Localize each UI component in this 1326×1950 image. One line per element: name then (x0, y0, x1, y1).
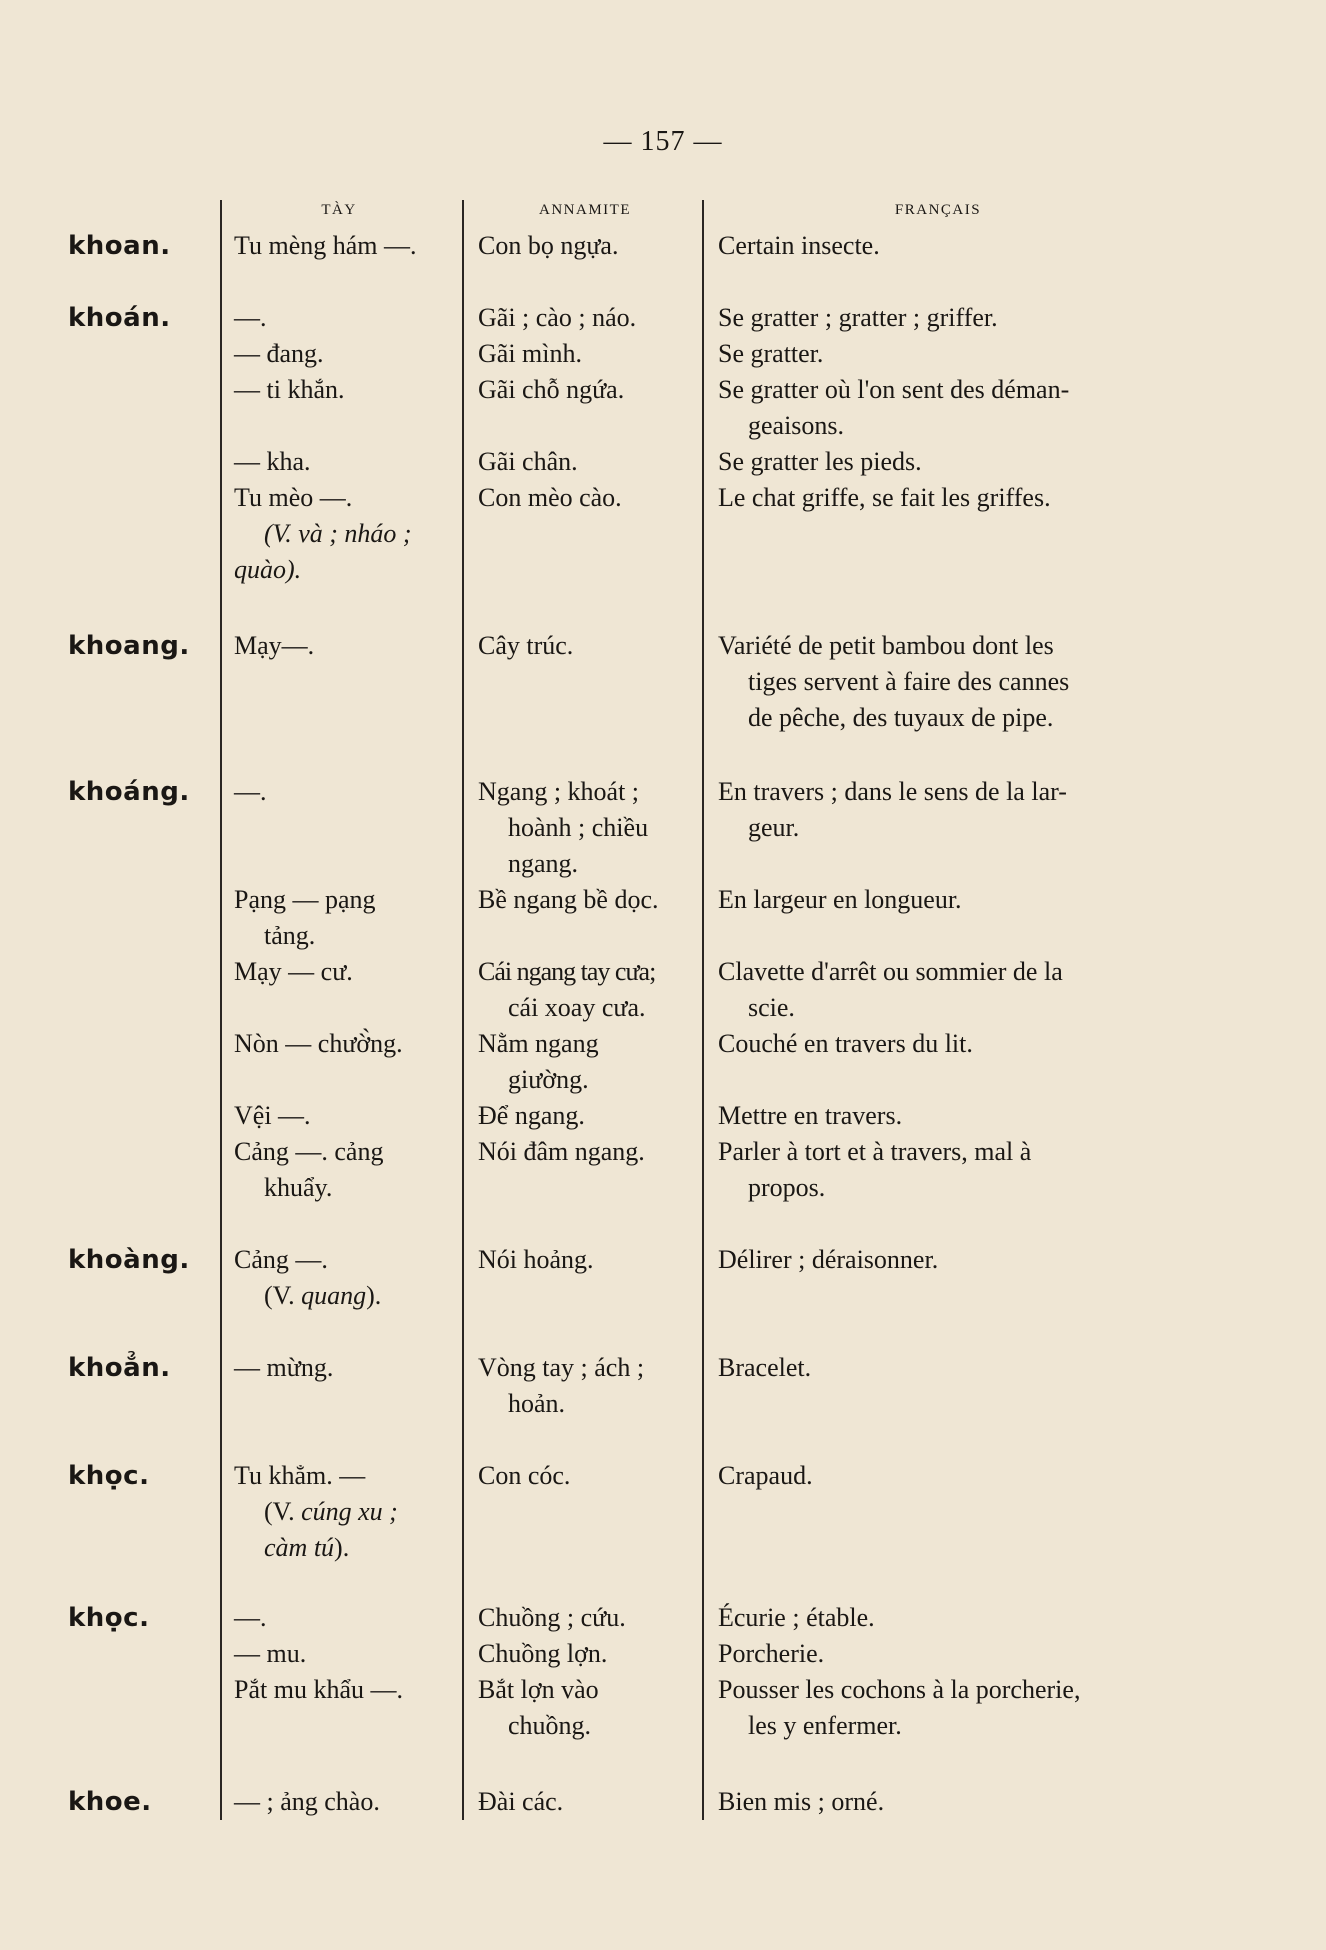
francais-line: scie. (748, 993, 795, 1022)
tay-reference (234, 1278, 381, 1314)
francais-line: Bracelet. (718, 1353, 812, 1382)
tay-line: — kha. (234, 447, 311, 476)
annamite-line: Con cóc. (478, 1461, 571, 1490)
francais-line (718, 1062, 1067, 1098)
page-number: — 157 — (603, 126, 723, 157)
headword: khoang. (68, 631, 190, 661)
francais-line: Se gratter ; gratter ; griffer. (718, 303, 998, 332)
tay-cell (234, 300, 412, 588)
tay-line: Pắt mu khẩu —. (234, 1675, 403, 1704)
tay-line: Tu khẳm. — (234, 1461, 366, 1490)
annamite-line: Đài các. (478, 1787, 564, 1816)
annamite-line (478, 918, 659, 954)
tay-cell (234, 628, 314, 664)
francais-line: Clavette d'arrêt ou sommier de la (718, 957, 1063, 986)
annamite-line: Bề ngang bề dọc. (478, 885, 659, 914)
annamite-cell (478, 1242, 594, 1278)
annamite-cell (478, 1458, 570, 1494)
francais-cell (718, 1458, 813, 1494)
headword: khoẳn. (68, 1353, 171, 1383)
francais-line: Certain insecte. (718, 231, 880, 260)
column-divider (462, 200, 464, 1820)
francais-cell (718, 1242, 938, 1278)
reference-word: cúng xu ; (301, 1497, 398, 1526)
tay-line (234, 1062, 403, 1098)
francais-line: geur. (748, 813, 800, 842)
tay-cell (234, 1458, 398, 1566)
reference-word: càm tú (264, 1533, 335, 1562)
tay-line: — mu. (234, 1639, 307, 1668)
annamite-cell (478, 774, 659, 1206)
francais-line: Écurie ; étable. (718, 1603, 875, 1632)
headword: khọc. (68, 1461, 150, 1491)
tay-line: — mừng. (234, 1353, 334, 1382)
annamite-line: Chuồng ; cứu. (478, 1603, 626, 1632)
tay-line: khuẩy. (264, 1173, 333, 1202)
annamite-line: chuồng. (508, 1711, 592, 1740)
francais-line: Le chat griffe, se fait les griffes. (718, 483, 1051, 512)
francais-line: En travers ; dans le sens de la lar- (718, 777, 1067, 806)
tay-line: —. (234, 1603, 267, 1632)
annamite-line: cái xoay cưa. (508, 993, 646, 1022)
headword: khọc. (68, 1603, 150, 1633)
francais-line (718, 846, 1067, 882)
francais-line: Couché en travers du lit. (718, 1029, 973, 1058)
tay-line: Cảng —. (234, 1245, 328, 1274)
francais-line: geaisons. (748, 411, 845, 440)
annamite-cell (478, 300, 636, 516)
tay-line: Nòn — chườ̀ng. (234, 1029, 403, 1058)
column-divider (220, 200, 222, 1820)
annamite-line: Chuồng lợn. (478, 1639, 608, 1668)
tay-line: Vệi —. (234, 1101, 311, 1130)
headword: khoàng. (68, 1245, 190, 1275)
tay-reference: quào). (234, 555, 302, 584)
annamite-line: Để ngang. (478, 1101, 585, 1130)
francais-cell (718, 228, 880, 264)
annamite-line: Nói đâm ngang. (478, 1137, 645, 1166)
column-header-francais: FRANÇAIS (894, 202, 982, 218)
annamite-line: Cái ngang tay cưa; (478, 957, 656, 986)
francais-line: Parler à tort et à travers, mal à (718, 1137, 1032, 1166)
francais-line: de pêche, des tuyaux de pipe. (748, 703, 1054, 732)
annamite-cell (478, 1784, 563, 1820)
tay-line (234, 810, 403, 846)
column-divider (702, 200, 704, 1820)
tay-line: tảng. (264, 921, 316, 950)
annamite-line: Con bọ ngựa. (478, 231, 619, 260)
francais-line: Se gratter où l'on sent des déman- (718, 375, 1070, 404)
column-header-tay: TÀY (321, 202, 357, 218)
tay-reference (234, 1530, 398, 1566)
annamite-cell (478, 1600, 626, 1744)
tay-line: — ti khắn. (234, 375, 345, 404)
headword: khoáng. (68, 777, 190, 807)
column-header-annamite: ANNAMITE (539, 202, 631, 218)
francais-line: propos. (748, 1173, 826, 1202)
tay-cell (234, 1784, 380, 1820)
tay-line: — đang. (234, 339, 324, 368)
tay-line: —. (234, 777, 267, 806)
tay-line: Tu mèo —. (234, 483, 353, 512)
francais-line: Se gratter. (718, 339, 824, 368)
francais-line: En largeur en longueur. (718, 885, 962, 914)
annamite-line: Gãi mình. (478, 339, 582, 368)
francais-cell (718, 300, 1069, 516)
francais-line: Variété de petit bambou dont les (718, 631, 1054, 660)
tay-line: Cảng —. cảng (234, 1137, 384, 1166)
reference-suffix: ). (366, 1281, 382, 1310)
tay-reference: (V. và ; nháo ; (264, 519, 412, 548)
francais-line: Porcherie. (718, 1639, 825, 1668)
annamite-line: ngang. (508, 849, 579, 878)
tay-line: Tu mèng hám —. (234, 231, 417, 260)
annamite-line: Gãi chân. (478, 447, 578, 476)
annamite-line: Bắt lợn vào (478, 1675, 599, 1704)
annamite-line: Gãi chỗ ngứa. (478, 375, 625, 404)
francais-line: Pousser les cochons à la porcherie, (718, 1675, 1081, 1704)
tay-line: Mạy — cư. (234, 957, 353, 986)
annamite-line: Ngang ; khoát ; (478, 777, 640, 806)
annamite-cell (478, 1350, 644, 1422)
francais-line (718, 918, 1067, 954)
francais-line: les y enfermer. (748, 1711, 902, 1740)
annamite-cell (478, 628, 573, 664)
francais-cell (718, 774, 1067, 1206)
tay-cell (234, 774, 403, 1206)
tay-cell (234, 1350, 333, 1386)
francais-line: Se gratter les pieds. (718, 447, 922, 476)
annamite-line: Vòng tay ; ách ; (478, 1353, 645, 1382)
francais-line: tiges servent à faire des cannes (748, 667, 1070, 696)
tay-line (234, 990, 403, 1026)
tay-reference (234, 1494, 398, 1530)
annamite-cell (478, 228, 618, 264)
reference-prefix: (V. (264, 1281, 302, 1310)
tay-cell (234, 1242, 381, 1314)
annamite-line (478, 1170, 659, 1206)
reference-word: quang (301, 1281, 367, 1310)
annamite-line: hoành ; chiều (508, 813, 649, 842)
annamite-line: Cây trúc. (478, 631, 574, 660)
francais-line: Crapaud. (718, 1461, 813, 1490)
tay-line: Mạy—. (234, 631, 315, 660)
annamite-line: Nằm ngang (478, 1029, 599, 1058)
annamite-line: hoản. (508, 1389, 566, 1418)
annamite-line: Con mèo cào. (478, 483, 622, 512)
headword: khoán. (68, 303, 171, 333)
tay-line: —. (234, 303, 267, 332)
annamite-line: Gãi ; cào ; náo. (478, 303, 637, 332)
francais-cell (718, 1600, 1080, 1744)
tay-line: — ; ảng chào. (234, 1787, 380, 1816)
francais-cell (718, 628, 1069, 736)
tay-line (234, 846, 403, 882)
annamite-line: Nói hoảng. (478, 1245, 594, 1274)
tay-cell (234, 1600, 403, 1708)
francais-line: Délirer ; déraisonner. (718, 1245, 939, 1274)
headword: khoan. (68, 231, 171, 261)
francais-cell (718, 1350, 811, 1386)
headword: khoe. (68, 1787, 152, 1817)
francais-line: Bien mis ; orné. (718, 1787, 885, 1816)
annamite-line (478, 408, 636, 444)
francais-line: Mettre en travers. (718, 1101, 903, 1130)
tay-cell (234, 228, 417, 264)
reference-suffix: ). (334, 1533, 350, 1562)
francais-cell (718, 1784, 884, 1820)
annamite-line: giường. (508, 1065, 589, 1094)
reference-prefix: (V. (264, 1497, 302, 1526)
tay-line: Pạng — pạng (234, 885, 376, 914)
tay-line (234, 408, 412, 444)
